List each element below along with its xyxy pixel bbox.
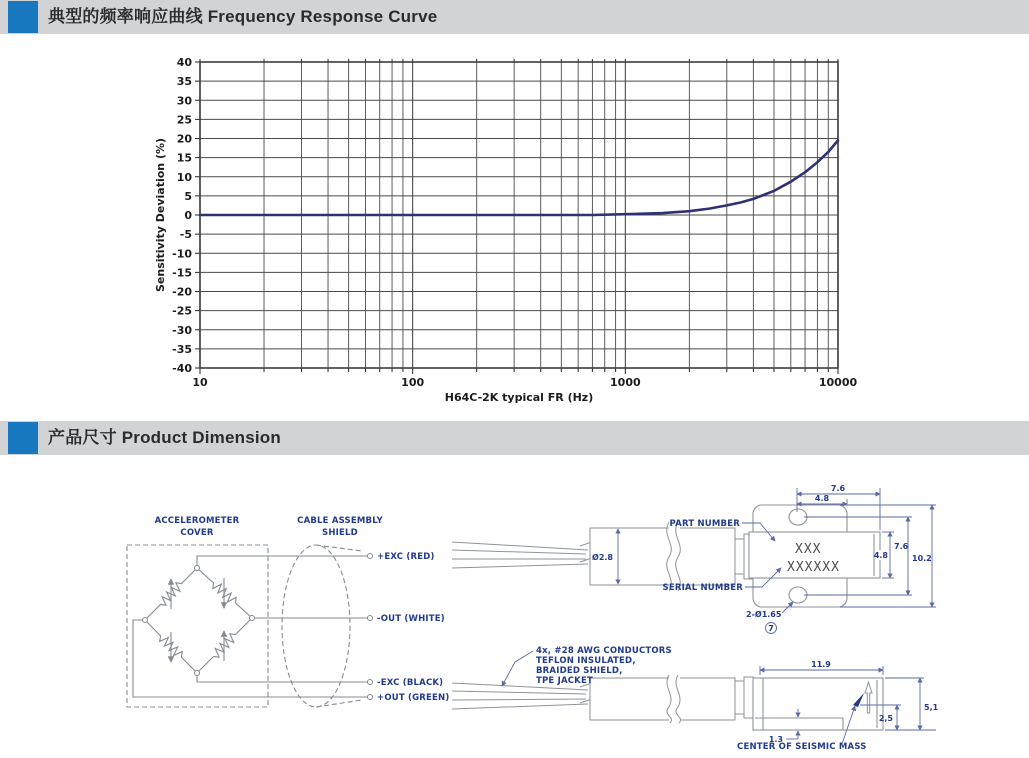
y-tick-label: -10 xyxy=(172,247,192,261)
center-of-seismic-mass-label: CENTER OF SEISMIC MASS xyxy=(737,742,867,752)
part-number-label: PART NUMBER xyxy=(669,519,740,529)
terminal-label-exc-minus: -EXC (BLACK) xyxy=(377,678,444,688)
cable-note-line1: 4x, #28 AWG CONDUCTORS xyxy=(536,646,672,656)
dim-5-1: 5,1 xyxy=(924,703,939,712)
cable-note-line3: BRAIDED SHIELD, xyxy=(536,666,623,676)
y-tick-label: 20 xyxy=(176,132,192,146)
cable-assembly-outline xyxy=(452,677,753,720)
part-marking-line2: XXXXXX xyxy=(787,560,840,575)
accent-square-icon xyxy=(8,1,38,33)
accent-square-icon xyxy=(8,422,38,454)
dim-4-8-right: 4.8 xyxy=(873,551,888,560)
cable-diameter-dim: Ø2.8 xyxy=(592,553,613,562)
y-tick-label: -35 xyxy=(172,342,192,356)
y-tick-label: 30 xyxy=(176,94,192,108)
x-tick-label: 100 xyxy=(401,376,425,389)
cable-note-line2: TEFLON INSULATED, xyxy=(536,656,636,666)
wiring-diagram xyxy=(100,495,470,758)
dim-1-3: 1.3 xyxy=(768,735,783,744)
dim-10-2-right: 10.2 xyxy=(912,554,932,563)
housing-outline xyxy=(753,678,883,730)
x-tick-label: 10000 xyxy=(818,376,858,389)
y-tick-label: -5 xyxy=(179,228,192,242)
x-axis-title: H64C-2K typical FR (Hz) xyxy=(444,391,594,404)
terminal-label-out-plus: +OUT (GREEN) xyxy=(377,693,450,703)
x-tick-label: 1000 xyxy=(610,376,641,389)
y-tick-label: 15 xyxy=(176,151,192,165)
dim-7-6-top: 7.6 xyxy=(830,484,846,493)
y-tick-label: -30 xyxy=(172,323,192,337)
y-tick-label: 25 xyxy=(176,113,192,127)
x-tick-label: 10 xyxy=(192,376,208,389)
dim-7-6-right: 7.6 xyxy=(894,542,909,551)
y-tick-label: 0 xyxy=(184,209,192,222)
terminal-label-out-minus: -OUT (WHITE) xyxy=(377,614,445,624)
cable-break-symbol xyxy=(667,675,681,723)
section-header-product-dimension xyxy=(0,421,1029,455)
y-tick-label: 35 xyxy=(176,75,192,89)
frequency-response-chart xyxy=(150,50,890,404)
dim-11-9: 11.9 xyxy=(811,660,831,669)
y-tick-label: -25 xyxy=(172,304,192,318)
cable-note-line4: TPE JACKET xyxy=(536,676,593,686)
y-tick-label: -20 xyxy=(172,285,192,299)
y-tick-label: 5 xyxy=(184,189,192,203)
cover-label: ACCELEROMETER xyxy=(154,516,240,526)
part-marking-line1: XXX xyxy=(795,542,822,557)
y-tick-label: -40 xyxy=(172,362,192,375)
shield-label: SHIELD xyxy=(322,528,358,538)
shield-label: CABLE ASSEMBLY xyxy=(297,516,383,526)
y-tick-label: -15 xyxy=(172,266,192,280)
terminal-wires xyxy=(133,556,367,697)
dimension-side-view xyxy=(450,615,1029,758)
dim-2-5: 2,5 xyxy=(878,714,893,723)
serial-number-label: SERIAL NUMBER xyxy=(662,583,743,593)
y-axis-title: Sensitivity Deviation (%) xyxy=(154,137,167,293)
shield-outline xyxy=(282,545,362,707)
section-title-product-dimension: 产品尺寸 Product Dimension xyxy=(48,428,281,447)
bridge-circuit xyxy=(145,568,252,673)
flag-note-7: 7 xyxy=(768,624,774,633)
section-title-frequency-response: 典型的频率响应曲线 Frequency Response Curve xyxy=(48,7,438,26)
y-tick-label: 10 xyxy=(176,170,192,184)
mounting-holes-note: 2-Ø1.65 xyxy=(746,610,782,619)
dim-4-8-top: 4.8 xyxy=(814,494,830,503)
terminal-label-exc-plus: +EXC (RED) xyxy=(377,552,435,562)
terminal-circles xyxy=(143,554,373,700)
cover-label: COVER xyxy=(180,528,214,538)
y-tick-label: 40 xyxy=(176,56,192,69)
response-curve xyxy=(200,140,838,215)
section-header-frequency-response xyxy=(0,0,1029,34)
